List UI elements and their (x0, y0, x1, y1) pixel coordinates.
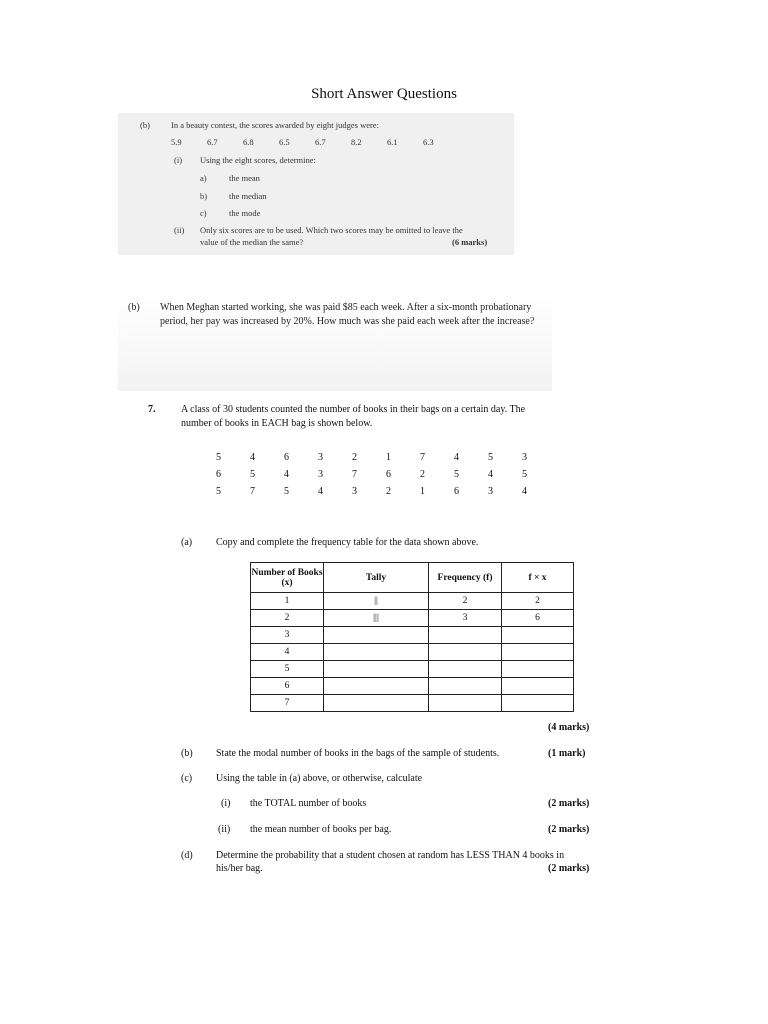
table-cell (429, 695, 502, 712)
part-label: (ii) (174, 225, 185, 235)
frequency-table (250, 562, 574, 712)
scores-list (171, 137, 459, 147)
table-cell (429, 627, 502, 644)
table-cell: || (324, 593, 429, 610)
data-value: 5 (250, 469, 255, 480)
marks: (6 marks) (452, 237, 488, 247)
score: 6.7 (315, 137, 326, 147)
part-text: his/her bag. (216, 863, 263, 874)
table-row (251, 610, 574, 627)
marks: (2 marks) (548, 824, 590, 835)
table-cell (429, 678, 502, 695)
table-cell: 6 (502, 610, 574, 627)
score: 6.5 (279, 137, 290, 147)
subpart-text: the mean number of books per bag. (250, 824, 392, 835)
column-header: Frequency (f) (429, 563, 502, 593)
data-value: 3 (352, 486, 357, 497)
table-cell: 2 (251, 610, 324, 627)
score: 8.2 (351, 137, 362, 147)
data-value: 3 (522, 452, 527, 463)
data-value: 4 (284, 469, 289, 480)
data-value: 5 (522, 469, 527, 480)
question-beauty-contest (118, 113, 514, 255)
question-intro: In a beauty contest, the scores awarded by eight judges were: (171, 120, 379, 130)
table-row (251, 627, 574, 644)
data-value: 3 (488, 486, 493, 497)
table-cell: 2 (502, 593, 574, 610)
data-row (216, 486, 556, 503)
subpart-label: a) (200, 173, 207, 183)
score: 6.8 (243, 137, 254, 147)
table-cell (502, 678, 574, 695)
table-cell: 3 (251, 627, 324, 644)
table-header-row (251, 563, 574, 593)
data-value: 2 (352, 452, 357, 463)
score: 6.7 (207, 137, 218, 147)
data-value: 5 (284, 486, 289, 497)
data-value: 5 (216, 452, 221, 463)
data-value: 3 (318, 469, 323, 480)
table-cell: 2 (429, 593, 502, 610)
data-value: 6 (284, 452, 289, 463)
data-value: 6 (216, 469, 221, 480)
data-value: 4 (250, 452, 255, 463)
question-label: (b) (140, 120, 150, 130)
marks: (2 marks) (548, 863, 590, 874)
question-text: When Meghan started working, she was paid $85 each week. After a six-month probationary (160, 302, 532, 313)
question-number: 7. (148, 404, 156, 415)
table-cell (502, 627, 574, 644)
table-cell (324, 627, 429, 644)
subpart-label: c) (200, 208, 207, 218)
part-label: (d) (181, 850, 193, 861)
table-cell (502, 661, 574, 678)
part-label: (a) (181, 537, 193, 548)
score: 5.9 (171, 137, 182, 147)
part-label: (i) (174, 155, 183, 165)
data-value: 6 (454, 486, 459, 497)
table-cell: 1 (251, 593, 324, 610)
table-cell: 4 (251, 644, 324, 661)
part-text: State the modal number of books in the bags of the sample of students. (216, 748, 500, 759)
marks: (1 mark) (548, 748, 586, 759)
data-value: 5 (454, 469, 459, 480)
subpart-label: (ii) (218, 824, 231, 835)
table-cell (502, 644, 574, 661)
table-row (251, 695, 574, 712)
table-cell (429, 644, 502, 661)
data-value: 7 (420, 452, 425, 463)
table-row (251, 644, 574, 661)
subpart-text: the median (229, 191, 267, 201)
marks: (2 marks) (548, 798, 590, 809)
column-header: Tally (324, 563, 429, 593)
table-cell (502, 695, 574, 712)
data-row (216, 469, 556, 486)
data-value: 4 (488, 469, 493, 480)
part-text: Determine the probability that a student chosen at random has LESS THAN 4 books in (216, 850, 565, 861)
marks: (4 marks) (548, 722, 590, 733)
data-value: 7 (250, 486, 255, 497)
table-cell: 6 (251, 678, 324, 695)
data-value: 3 (318, 452, 323, 463)
table-cell: ||| (324, 610, 429, 627)
data-value: 5 (488, 452, 493, 463)
subpart-text: the mode (229, 208, 261, 218)
subpart-label: b) (200, 191, 208, 201)
page-title: Short Answer Questions (311, 86, 457, 102)
question-label: (b) (128, 302, 140, 313)
table-cell: 5 (251, 661, 324, 678)
table-row (251, 593, 574, 610)
part-label: (c) (181, 773, 193, 784)
part-text: Only six scores are to be used. Which two scores may be omitted to leave the (200, 225, 463, 235)
question-meghan-pay (118, 296, 552, 391)
column-header: Number of Books (x) (251, 563, 324, 593)
books-data-grid (216, 452, 556, 503)
table-cell (324, 661, 429, 678)
subpart-text: the TOTAL number of books (250, 798, 367, 809)
subpart-label: (i) (221, 798, 231, 809)
data-value: 4 (454, 452, 459, 463)
question-text: period, her pay was increased by 20%. How much was she paid each week after the increase? (160, 316, 535, 327)
data-value: 5 (216, 486, 221, 497)
part-text: Using the eight scores, determine: (200, 155, 316, 165)
column-header: f × x (502, 563, 574, 593)
table-cell: 7 (251, 695, 324, 712)
table-cell: 3 (429, 610, 502, 627)
data-value: 2 (386, 486, 391, 497)
data-value: 6 (386, 469, 391, 480)
score: 6.3 (423, 137, 434, 147)
part-label: (b) (181, 748, 193, 759)
table-cell (324, 678, 429, 695)
subpart-text: the mean (229, 173, 260, 183)
table-cell (429, 661, 502, 678)
table-row (251, 678, 574, 695)
data-value: 4 (318, 486, 323, 497)
part-text: Copy and complete the frequency table for the data shown above. (216, 537, 479, 548)
data-row (216, 452, 556, 469)
data-value: 2 (420, 469, 425, 480)
data-value: 1 (420, 486, 425, 497)
table-row (251, 661, 574, 678)
part-text: Using the table in (a) above, or otherwise, calculate (216, 773, 423, 784)
data-value: 7 (352, 469, 357, 480)
question-intro: A class of 30 students counted the number of books in their bags on a certain day. The (181, 404, 526, 415)
part-text: value of the median the same? (200, 237, 304, 247)
score: 6.1 (387, 137, 398, 147)
question-7-books (118, 392, 600, 884)
data-value: 1 (386, 452, 391, 463)
question-intro: number of books in EACH bag is shown below. (181, 418, 373, 429)
table-cell (324, 695, 429, 712)
data-value: 4 (522, 486, 527, 497)
table-cell (324, 644, 429, 661)
